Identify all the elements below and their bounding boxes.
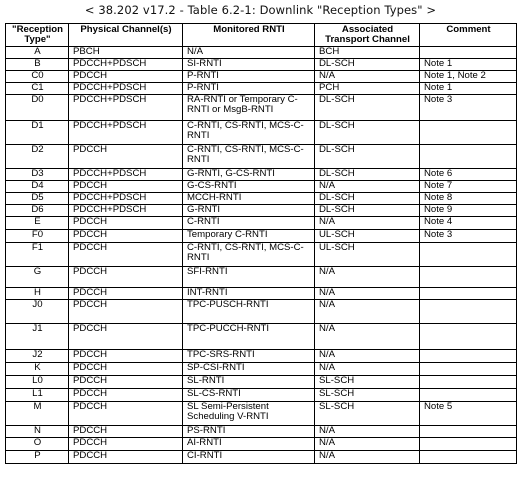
cell-physical-channels: PDCCH xyxy=(69,389,183,402)
cell-transport-channel: N/A xyxy=(315,324,420,350)
cell-reception-type: F1 xyxy=(6,243,69,267)
cell-reception-type: D6 xyxy=(6,205,69,217)
cell-physical-channels: PDCCH xyxy=(69,71,183,83)
cell-physical-channels: PDCCH+PDSCH xyxy=(69,121,183,145)
cell-comment: Note 7 xyxy=(420,181,517,193)
cell-transport-channel: UL-SCH xyxy=(315,243,420,267)
cell-reception-type: H xyxy=(6,288,69,300)
cell-comment: Note 1 xyxy=(420,59,517,71)
table-row xyxy=(6,267,517,288)
cell-transport-channel: BCH xyxy=(315,47,420,59)
cell-monitored-rnti: AI-RNTI xyxy=(183,438,315,451)
header-transport-channel: Associated Transport Channel xyxy=(315,24,420,47)
cell-physical-channels: PDCCH xyxy=(69,438,183,451)
cell-monitored-rnti: C-RNTI, CS-RNTI, MCS-C-RNTI xyxy=(183,121,315,145)
cell-physical-channels: PDCCH xyxy=(69,324,183,350)
table-row xyxy=(6,451,517,464)
cell-comment xyxy=(420,389,517,402)
table-row xyxy=(6,47,517,59)
cell-reception-type: C1 xyxy=(6,83,69,95)
cell-comment xyxy=(420,145,517,169)
cell-reception-type: D3 xyxy=(6,169,69,181)
cell-comment: Note 3 xyxy=(420,95,517,121)
cell-comment: Note 6 xyxy=(420,169,517,181)
cell-comment: Note 8 xyxy=(420,193,517,205)
cell-monitored-rnti: TPC-PUSCH-RNTI xyxy=(183,300,315,324)
cell-monitored-rnti: SP-CSI-RNTI xyxy=(183,363,315,376)
table-row xyxy=(6,169,517,181)
table-row xyxy=(6,426,517,438)
cell-monitored-rnti: G-CS-RNTI xyxy=(183,181,315,193)
table-row xyxy=(6,205,517,217)
cell-reception-type: J0 xyxy=(6,300,69,324)
cell-monitored-rnti: SI-RNTI xyxy=(183,59,315,71)
cell-reception-type: E xyxy=(6,217,69,230)
cell-reception-type: N xyxy=(6,426,69,438)
cell-monitored-rnti: C-RNTI xyxy=(183,217,315,230)
cell-physical-channels: PDCCH xyxy=(69,376,183,389)
header-physical-channels: Physical Channel(s) xyxy=(69,24,183,47)
cell-reception-type: F0 xyxy=(6,230,69,243)
cell-comment xyxy=(420,288,517,300)
cell-physical-channels: PDCCH xyxy=(69,267,183,288)
table-row xyxy=(6,230,517,243)
cell-reception-type: D0 xyxy=(6,95,69,121)
header-monitored-rnti: Monitored RNTI xyxy=(183,24,315,47)
cell-physical-channels: PDCCH xyxy=(69,300,183,324)
cell-comment: Note 5 xyxy=(420,402,517,426)
cell-comment xyxy=(420,376,517,389)
table-row xyxy=(6,243,517,267)
table-row xyxy=(6,300,517,324)
cell-monitored-rnti: INT-RNTI xyxy=(183,288,315,300)
cell-reception-type: O xyxy=(6,438,69,451)
cell-physical-channels: PDCCH xyxy=(69,402,183,426)
table-row xyxy=(6,324,517,350)
cell-transport-channel: DL-SCH xyxy=(315,169,420,181)
cell-transport-channel: DL-SCH xyxy=(315,145,420,169)
cell-physical-channels: PDCCH+PDSCH xyxy=(69,193,183,205)
header-reception-type: "Reception Type" xyxy=(6,24,69,47)
cell-physical-channels: PDCCH xyxy=(69,426,183,438)
cell-comment xyxy=(420,426,517,438)
cell-monitored-rnti: P-RNTI xyxy=(183,83,315,95)
cell-transport-channel: SL-SCH xyxy=(315,389,420,402)
cell-physical-channels: PDCCH+PDSCH xyxy=(69,205,183,217)
cell-physical-channels: PDCCH xyxy=(69,230,183,243)
table-row xyxy=(6,193,517,205)
table-header-row xyxy=(6,24,517,47)
cell-monitored-rnti: P-RNTI xyxy=(183,71,315,83)
cell-physical-channels: PDCCH xyxy=(69,363,183,376)
table-row xyxy=(6,402,517,426)
cell-physical-channels: PBCH xyxy=(69,47,183,59)
cell-reception-type: D4 xyxy=(6,181,69,193)
table-row xyxy=(6,288,517,300)
cell-monitored-rnti: Temporary C-RNTI xyxy=(183,230,315,243)
cell-comment: Note 3 xyxy=(420,230,517,243)
table-caption: < 38.202 v17.2 - Table 6.2-1: Downlink "Reception Types" > xyxy=(84,3,437,17)
cell-physical-channels: PDCCH xyxy=(69,451,183,464)
cell-monitored-rnti: TPC-PUCCH-RNTI xyxy=(183,324,315,350)
table-row xyxy=(6,389,517,402)
table-row xyxy=(6,376,517,389)
cell-monitored-rnti: C-RNTI, CS-RNTI, MCS-C-RNTI xyxy=(183,243,315,267)
cell-reception-type: A xyxy=(6,47,69,59)
cell-physical-channels: PDCCH xyxy=(69,181,183,193)
cell-transport-channel: N/A xyxy=(315,267,420,288)
cell-transport-channel: DL-SCH xyxy=(315,95,420,121)
cell-comment xyxy=(420,47,517,59)
table-body xyxy=(6,47,517,464)
cell-transport-channel: DL-SCH xyxy=(315,121,420,145)
header-comment: Comment xyxy=(420,24,517,47)
table-row xyxy=(6,71,517,83)
cell-reception-type: L0 xyxy=(6,376,69,389)
cell-reception-type: D5 xyxy=(6,193,69,205)
cell-physical-channels: PDCCH xyxy=(69,350,183,363)
cell-comment xyxy=(420,438,517,451)
cell-monitored-rnti: SL Semi-Persistent Scheduling V-RNTI xyxy=(183,402,315,426)
cell-reception-type: D1 xyxy=(6,121,69,145)
cell-transport-channel: N/A xyxy=(315,217,420,230)
cell-physical-channels: PDCCH xyxy=(69,145,183,169)
cell-comment: Note 1, Note 2 xyxy=(420,71,517,83)
table-row xyxy=(6,181,517,193)
table-row xyxy=(6,145,517,169)
cell-reception-type: K xyxy=(6,363,69,376)
cell-monitored-rnti: SL-CS-RNTI xyxy=(183,389,315,402)
cell-physical-channels: PDCCH xyxy=(69,288,183,300)
cell-monitored-rnti: MCCH-RNTI xyxy=(183,193,315,205)
cell-transport-channel: DL-SCH xyxy=(315,59,420,71)
table-row xyxy=(6,95,517,121)
cell-monitored-rnti: SL-RNTI xyxy=(183,376,315,389)
cell-transport-channel: N/A xyxy=(315,426,420,438)
cell-comment xyxy=(420,121,517,145)
cell-transport-channel: PCH xyxy=(315,83,420,95)
cell-monitored-rnti: RA-RNTI or Temporary C-RNTI or MsgB-RNTI xyxy=(183,95,315,121)
cell-physical-channels: PDCCH xyxy=(69,217,183,230)
cell-transport-channel: UL-SCH xyxy=(315,230,420,243)
cell-monitored-rnti: G-RNTI xyxy=(183,205,315,217)
table-row xyxy=(6,59,517,71)
cell-transport-channel: N/A xyxy=(315,438,420,451)
table-row xyxy=(6,121,517,145)
cell-monitored-rnti: SFI-RNTI xyxy=(183,267,315,288)
cell-monitored-rnti: N/A xyxy=(183,47,315,59)
cell-transport-channel: N/A xyxy=(315,350,420,363)
cell-reception-type: M xyxy=(6,402,69,426)
cell-transport-channel: N/A xyxy=(315,288,420,300)
cell-reception-type: J2 xyxy=(6,350,69,363)
cell-reception-type: G xyxy=(6,267,69,288)
cell-comment xyxy=(420,267,517,288)
cell-reception-type: P xyxy=(6,451,69,464)
cell-comment xyxy=(420,363,517,376)
cell-transport-channel: SL-SCH xyxy=(315,376,420,389)
cell-monitored-rnti: G-RNTI, G-CS-RNTI xyxy=(183,169,315,181)
table-row xyxy=(6,83,517,95)
cell-physical-channels: PDCCH+PDSCH xyxy=(69,59,183,71)
cell-transport-channel: N/A xyxy=(315,181,420,193)
cell-physical-channels: PDCCH+PDSCH xyxy=(69,83,183,95)
cell-transport-channel: N/A xyxy=(315,451,420,464)
cell-comment: Note 1 xyxy=(420,83,517,95)
cell-monitored-rnti: C-RNTI, CS-RNTI, MCS-C-RNTI xyxy=(183,145,315,169)
cell-monitored-rnti: CI-RNTI xyxy=(183,451,315,464)
cell-reception-type: C0 xyxy=(6,71,69,83)
cell-reception-type: B xyxy=(6,59,69,71)
cell-reception-type: L1 xyxy=(6,389,69,402)
cell-comment: Note 4 xyxy=(420,217,517,230)
table-row xyxy=(6,363,517,376)
cell-transport-channel: SL-SCH xyxy=(315,402,420,426)
cell-transport-channel: N/A xyxy=(315,300,420,324)
table-row xyxy=(6,217,517,230)
cell-comment xyxy=(420,324,517,350)
table-row xyxy=(6,350,517,363)
cell-transport-channel: DL-SCH xyxy=(315,205,420,217)
cell-comment xyxy=(420,451,517,464)
cell-transport-channel: N/A xyxy=(315,71,420,83)
cell-physical-channels: PDCCH+PDSCH xyxy=(69,169,183,181)
cell-physical-channels: PDCCH+PDSCH xyxy=(69,95,183,121)
cell-monitored-rnti: PS-RNTI xyxy=(183,426,315,438)
reception-types-table xyxy=(5,23,517,464)
table-row xyxy=(6,438,517,451)
cell-transport-channel: DL-SCH xyxy=(315,193,420,205)
cell-reception-type: J1 xyxy=(6,324,69,350)
cell-reception-type: D2 xyxy=(6,145,69,169)
cell-comment xyxy=(420,300,517,324)
cell-transport-channel: N/A xyxy=(315,363,420,376)
cell-comment xyxy=(420,243,517,267)
cell-monitored-rnti: TPC-SRS-RNTI xyxy=(183,350,315,363)
cell-comment: Note 9 xyxy=(420,205,517,217)
cell-comment xyxy=(420,350,517,363)
cell-physical-channels: PDCCH xyxy=(69,243,183,267)
